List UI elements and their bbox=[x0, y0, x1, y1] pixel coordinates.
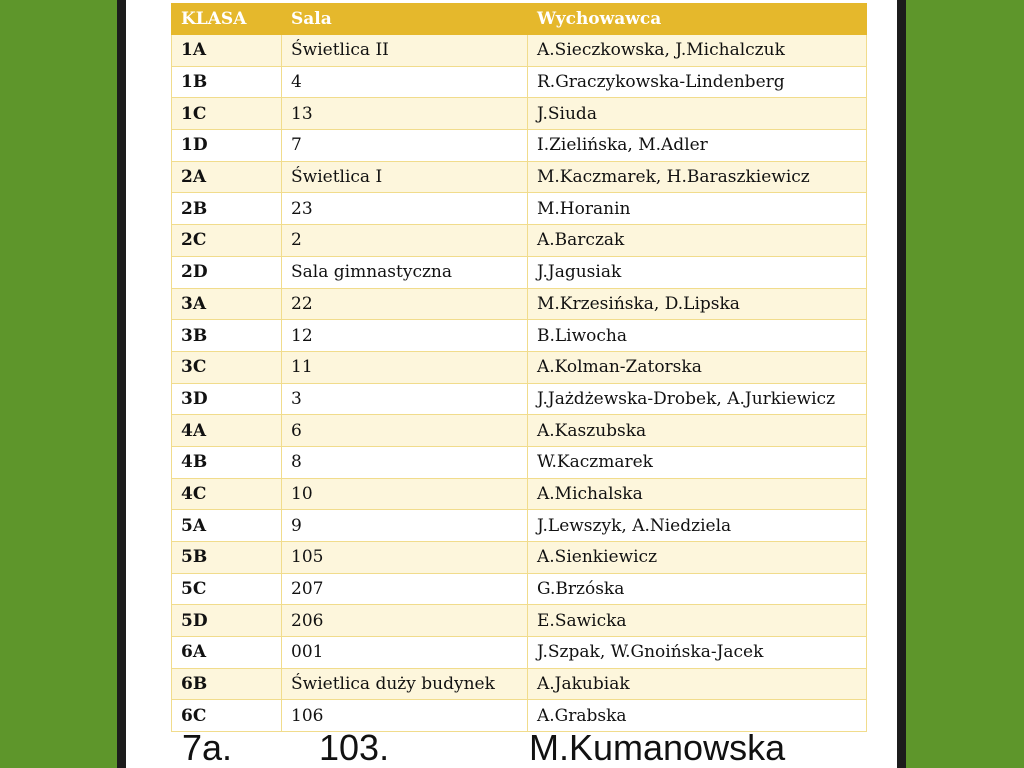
cell-wychowawca: J.Siuda bbox=[528, 98, 867, 130]
cell-klasa: 5C bbox=[172, 573, 282, 605]
cell-wychowawca: J.Jagusiak bbox=[528, 256, 867, 288]
cell-sala: 3 bbox=[282, 383, 528, 415]
table-row bbox=[172, 510, 867, 542]
table-row bbox=[172, 605, 867, 637]
cell-wychowawca: A.Sienkiewicz bbox=[528, 542, 867, 574]
extra-wychowawca: M.Kumanowska bbox=[529, 727, 786, 768]
cell-klasa: 2A bbox=[172, 161, 282, 193]
cell-wychowawca: A.Jakubiak bbox=[528, 668, 867, 700]
cell-sala: 23 bbox=[282, 193, 528, 225]
cell-sala: 13 bbox=[282, 98, 528, 130]
cell-sala: Świetlica II bbox=[282, 35, 528, 67]
cell-wychowawca: A.Grabska bbox=[528, 700, 867, 732]
cell-wychowawca: M.Krzesińska, D.Lipska bbox=[528, 288, 867, 320]
cell-klasa: 6C bbox=[172, 700, 282, 732]
cell-klasa: 1D bbox=[172, 130, 282, 162]
table-row bbox=[172, 193, 867, 225]
table-row bbox=[172, 288, 867, 320]
cell-klasa: 6B bbox=[172, 668, 282, 700]
cell-wychowawca: W.Kaczmarek bbox=[528, 446, 867, 478]
cell-wychowawca: B.Liwocha bbox=[528, 320, 867, 352]
cell-sala: 9 bbox=[282, 510, 528, 542]
cell-klasa: 5A bbox=[172, 510, 282, 542]
cell-klasa: 6A bbox=[172, 637, 282, 669]
cell-klasa: 2B bbox=[172, 193, 282, 225]
table-row bbox=[172, 35, 867, 67]
cell-klasa: 2D bbox=[172, 256, 282, 288]
table-row bbox=[172, 320, 867, 352]
cell-sala: 207 bbox=[282, 573, 528, 605]
cell-wychowawca: A.Kaszubska bbox=[528, 415, 867, 447]
cell-klasa: 5D bbox=[172, 605, 282, 637]
cell-sala: 12 bbox=[282, 320, 528, 352]
header-sala: Sala bbox=[282, 4, 528, 35]
table-row bbox=[172, 98, 867, 130]
header-klasa: KLASA bbox=[172, 4, 282, 35]
cell-sala: 11 bbox=[282, 351, 528, 383]
cell-wychowawca: A.Kolman-Zatorska bbox=[528, 351, 867, 383]
extra-sala: 103. bbox=[319, 727, 390, 768]
document-page bbox=[126, 0, 897, 768]
cell-wychowawca: M.Horanin bbox=[528, 193, 867, 225]
cell-sala: 10 bbox=[282, 478, 528, 510]
table-row bbox=[172, 256, 867, 288]
table-row bbox=[172, 478, 867, 510]
cell-klasa: 5B bbox=[172, 542, 282, 574]
cell-klasa: 2C bbox=[172, 225, 282, 257]
table-row bbox=[172, 573, 867, 605]
cell-sala: 7 bbox=[282, 130, 528, 162]
cell-wychowawca: R.Graczykowska-Lindenberg bbox=[528, 66, 867, 98]
cell-klasa: 3D bbox=[172, 383, 282, 415]
cell-wychowawca: A.Sieczkowska, J.Michalczuk bbox=[528, 35, 867, 67]
cell-klasa: 4C bbox=[172, 478, 282, 510]
cell-sala: 22 bbox=[282, 288, 528, 320]
cell-klasa: 1A bbox=[172, 35, 282, 67]
table-header-row bbox=[172, 4, 867, 35]
cell-wychowawca: G.Brzóska bbox=[528, 573, 867, 605]
cell-sala: 206 bbox=[282, 605, 528, 637]
cell-sala: 001 bbox=[282, 637, 528, 669]
table-row bbox=[172, 542, 867, 574]
cell-wychowawca: A.Michalska bbox=[528, 478, 867, 510]
right-frame-border bbox=[897, 0, 906, 768]
cell-wychowawca: I.Zielińska, M.Adler bbox=[528, 130, 867, 162]
cell-klasa: 1C bbox=[172, 98, 282, 130]
cell-klasa: 3B bbox=[172, 320, 282, 352]
cell-klasa: 1B bbox=[172, 66, 282, 98]
table-row bbox=[172, 415, 867, 447]
extra-klasa: 7a. bbox=[182, 727, 233, 768]
cell-wychowawca: J.Szpak, W.Gnoińska-Jacek bbox=[528, 637, 867, 669]
left-frame-border bbox=[117, 0, 126, 768]
table-row bbox=[172, 130, 867, 162]
cell-klasa: 3A bbox=[172, 288, 282, 320]
cell-wychowawca: M.Kaczmarek, H.Baraszkiewicz bbox=[528, 161, 867, 193]
cell-wychowawca: E.Sawicka bbox=[528, 605, 867, 637]
table-row bbox=[172, 446, 867, 478]
cell-sala: Sala gimnastyczna bbox=[282, 256, 528, 288]
cell-wychowawca: J.Lewszyk, A.Niedziela bbox=[528, 510, 867, 542]
table-row bbox=[172, 161, 867, 193]
cell-sala: Świetlica duży budynek bbox=[282, 668, 528, 700]
cell-sala: 4 bbox=[282, 66, 528, 98]
table-row bbox=[172, 637, 867, 669]
cell-wychowawca: J.Jażdżewska-Drobek, A.Jurkiewicz bbox=[528, 383, 867, 415]
table-row bbox=[172, 383, 867, 415]
cell-klasa: 4B bbox=[172, 446, 282, 478]
cell-sala: 105 bbox=[282, 542, 528, 574]
cell-sala: 106 bbox=[282, 700, 528, 732]
cell-sala: 6 bbox=[282, 415, 528, 447]
cell-klasa: 3C bbox=[172, 351, 282, 383]
table-row bbox=[172, 668, 867, 700]
header-wychowawca: Wychowawca bbox=[528, 4, 867, 35]
cell-sala: Świetlica I bbox=[282, 161, 528, 193]
cell-sala: 8 bbox=[282, 446, 528, 478]
class-assignment-table bbox=[171, 3, 867, 732]
cell-wychowawca: A.Barczak bbox=[528, 225, 867, 257]
cell-klasa: 4A bbox=[172, 415, 282, 447]
table-row bbox=[172, 225, 867, 257]
table-row bbox=[172, 351, 867, 383]
table-row bbox=[172, 66, 867, 98]
table-body bbox=[172, 35, 867, 732]
cell-sala: 2 bbox=[282, 225, 528, 257]
